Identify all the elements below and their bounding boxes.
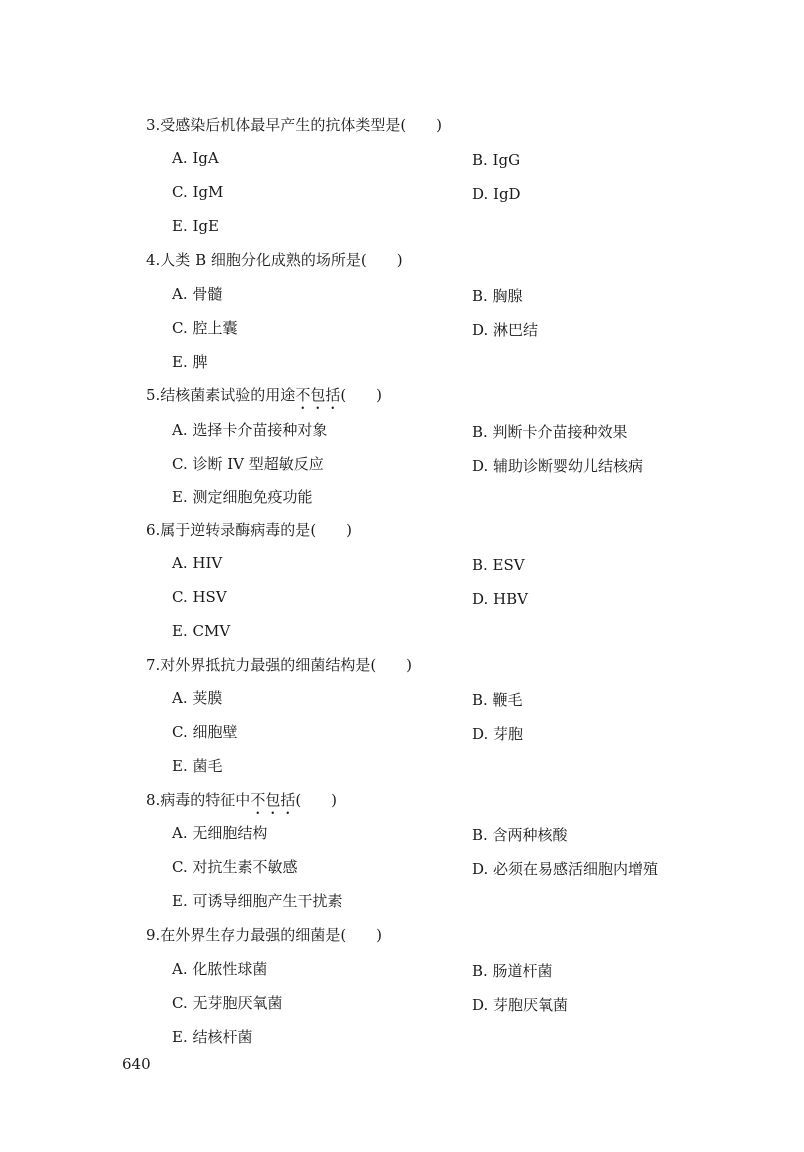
question-4-stem: 4.人类 B 细胞分化成熟的场所是( ) [146, 251, 403, 269]
question-6-option-c: C. HSV [172, 588, 227, 606]
question-9-option-a: A. 化脓性球菌 [172, 960, 268, 978]
question-4-option-c: C. 腔上囊 [172, 319, 238, 337]
question-5-option-c: C. 诊断 IV 型超敏反应 [172, 455, 324, 473]
question-6-option-e: E. CMV [172, 622, 231, 640]
question-5-option-b: B. 判断卡介苗接种效果 [472, 423, 628, 441]
question-6-option-b: B. ESV [472, 556, 525, 574]
question-3-option-e: E. IgE [172, 217, 219, 235]
question-8-stem [146, 790, 337, 818]
question-8-stem-emphasis: 不包括 [250, 791, 296, 809]
question-4-option-b: B. 胸腺 [472, 287, 523, 305]
question-7-option-e: E. 菌毛 [172, 757, 223, 775]
question-7-stem: 7.对外界抵抗力最强的细菌结构是( ) [146, 656, 413, 674]
question-7-option-b: B. 鞭毛 [472, 691, 523, 709]
question-9-option-b: B. 肠道杆菌 [472, 962, 553, 980]
question-8-stem-before: 8.病毒的特征中 [146, 791, 251, 809]
question-9-option-c: C. 无芽胞厌氧菌 [172, 994, 283, 1012]
question-6-option-a: A. HIV [172, 554, 223, 572]
question-7-option-a: A. 荚膜 [172, 689, 223, 707]
question-3-option-d: D. IgD [472, 185, 521, 203]
question-5-option-e: E. 测定细胞免疫功能 [172, 488, 313, 506]
question-4-option-a: A. 骨髓 [172, 285, 223, 303]
question-9-option-e: E. 结核杆菌 [172, 1028, 253, 1046]
question-7-option-c: C. 细胞壁 [172, 723, 238, 741]
question-8-option-e: E. 可诱导细胞产生干扰素 [172, 892, 343, 910]
question-5-stem-emphasis: 不包括 [295, 386, 341, 404]
question-6-option-d: D. HBV [472, 590, 528, 608]
question-9-option-d: D. 芽胞厌氧菌 [472, 996, 569, 1014]
question-5-stem-after: ( ) [340, 386, 383, 404]
question-8-option-c: C. 对抗生素不敏感 [172, 858, 298, 876]
question-7-option-d: D. 芽胞 [472, 725, 524, 743]
question-6-stem: 6.属于逆转录酶病毒的是( ) [146, 521, 353, 539]
question-5-option-d: D. 辅助诊断婴幼儿结核病 [472, 457, 644, 475]
question-3-option-a: A. IgA [172, 149, 219, 167]
question-8-stem-after: ( ) [295, 791, 338, 809]
question-3-stem: 3.受感染后机体最早产生的抗体类型是( ) [146, 116, 443, 134]
question-3-option-c: C. IgM [172, 183, 224, 201]
question-3-option-b: B. IgG [472, 151, 521, 169]
question-8-option-a: A. 无细胞结构 [172, 824, 268, 842]
question-5-option-a: A. 选择卡介苗接种对象 [172, 421, 328, 439]
question-4-option-d: D. 淋巴结 [472, 321, 539, 339]
question-8-option-b: B. 含两种核酸 [472, 826, 568, 844]
question-5-stem [146, 385, 382, 413]
question-5-stem-before: 5.结核菌素试验的用途 [146, 386, 296, 404]
question-4-option-e: E. 脾 [172, 353, 208, 371]
page-number: 640 [122, 1055, 151, 1073]
question-8-option-d: D. 必须在易感活细胞内增殖 [472, 860, 659, 878]
question-9-stem: 9.在外界生存力最强的细菌是( ) [146, 926, 383, 944]
